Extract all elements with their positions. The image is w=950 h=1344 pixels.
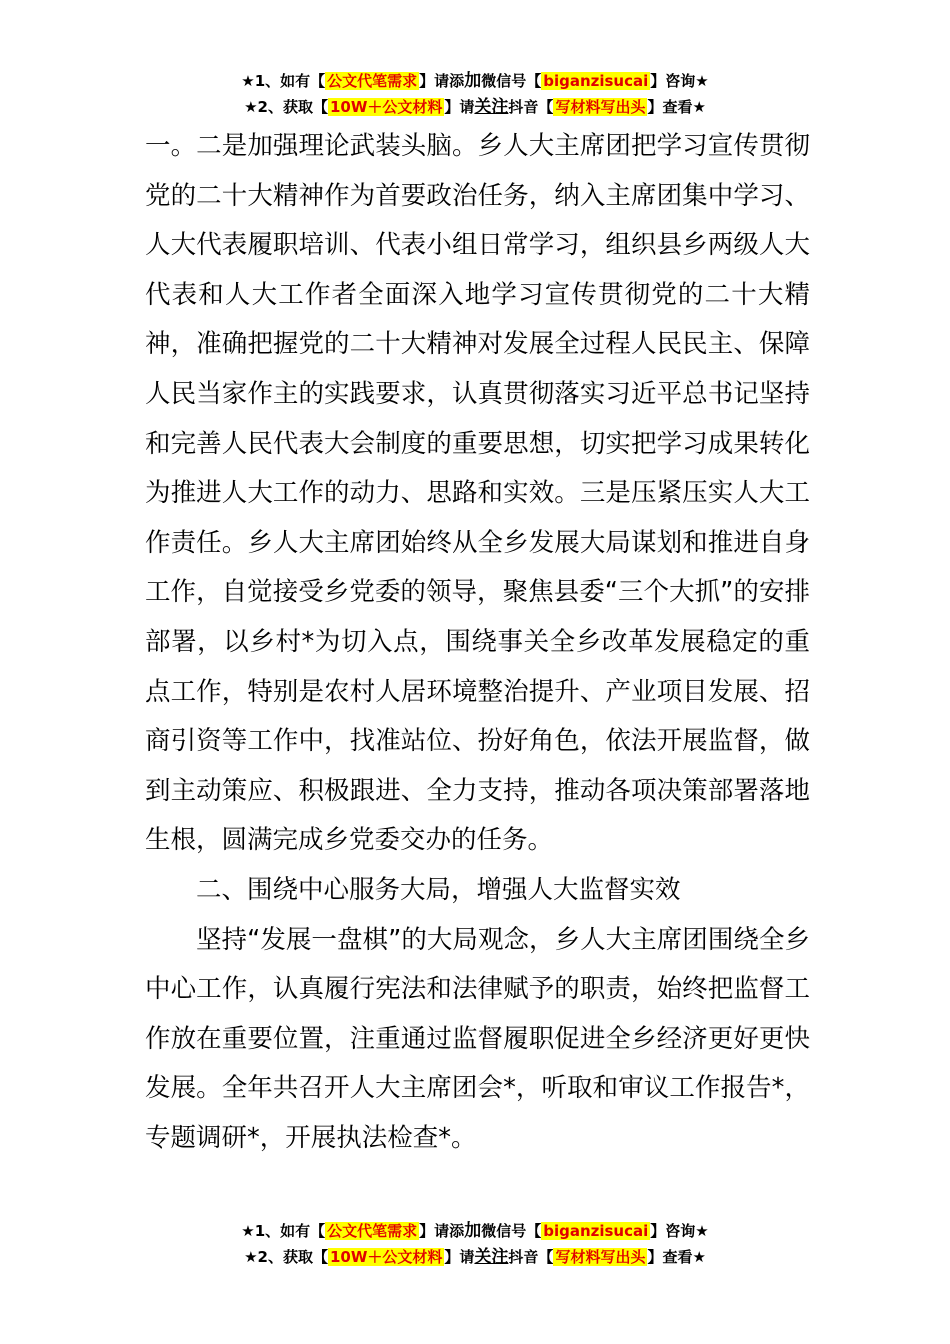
banner-text: 】请 bbox=[444, 98, 475, 116]
banner-douyin-id: 写材料写出头 bbox=[555, 1248, 646, 1266]
document-body bbox=[145, 122, 810, 1163]
banner-wechat-id: biganzisucai bbox=[543, 1222, 649, 1240]
banner-text: 】请添 bbox=[419, 1222, 465, 1240]
banner-text: 】请 bbox=[444, 1248, 475, 1266]
header-banner-line-2 bbox=[0, 94, 950, 120]
banner-wechat-id: biganzisucai bbox=[543, 72, 649, 90]
banner-emphasis: 关注 bbox=[474, 1247, 509, 1267]
header-banner bbox=[0, 68, 950, 120]
header-banner-line-1 bbox=[0, 68, 950, 94]
banner-text: ★2、获取【 bbox=[244, 1248, 328, 1266]
banner-emphasis: 关注 bbox=[474, 97, 509, 117]
banner-text: 抖音【 bbox=[508, 98, 554, 116]
body-paragraph: 一。二是加强理论武装头脑。乡人大主席团把学习宣传贯彻党的二十大精神作为首要政治任务，纳入主席团集中学习、人大代表履职培训、代表小组日常学习，组织县乡两级人大代表和人大工作者全面深入地学习宣传贯彻党的二十大精神，准确把握党的二十大精神对发展全过程人民民主、保障人民当家作主的实践要求，认真贯彻落实习近平总书记坚持和完善人民代表大会制度的重要思想，切实把学习成果转化为推进人大工作的动力、思路和实效。三是压紧压实人大工作责任。乡人大主席团始终从全乡发展大局谋划和推进自身工作，自觉接受乡党委的领导，聚焦县委“三个大抓”的安排部署，以乡村*为切入点，围绕事关全乡改革发展稳定的重点工作，特别是农村人居环境整治提升、产业项目发展、招商引资等工作中，找准站位、扮好角色，依法开展监督，做到主动策应、积极跟进、全力支持，推动各项决策部署落地生根，圆满完成乡党委交办的任务。 bbox=[145, 131, 810, 856]
banner-emphasis: 加 bbox=[464, 71, 482, 91]
banner-text: 微信号【 bbox=[481, 72, 542, 90]
banner-text: 】查看★ bbox=[647, 1248, 706, 1266]
banner-emphasis: 加 bbox=[464, 1221, 482, 1241]
banner-text: 】咨询★ bbox=[650, 1222, 709, 1240]
footer-banner bbox=[0, 1218, 950, 1270]
banner-highlight: 公文代笔需求 bbox=[327, 72, 418, 90]
banner-text: 抖音【 bbox=[508, 1248, 554, 1266]
banner-highlight: 公文代笔需求 bbox=[327, 1222, 418, 1240]
body-paragraph: 坚持“发展一盘棋”的大局观念，乡人大主席团围绕全乡中心工作，认真履行宪法和法律赋予的职责，始终把监督工作放在重要位置，注重通过监督履职促进全乡经济更好更快发展。全年共召开人大主席团会*，听取和审议工作报告*，专题调研*，开展执法检查*。 bbox=[145, 924, 810, 1153]
section-heading: 二、围绕中心服务大局，增强人大监督实效 bbox=[196, 874, 681, 905]
banner-highlight: 10W＋公文材料 bbox=[329, 98, 443, 116]
footer-banner-line-2 bbox=[0, 1244, 950, 1270]
banner-text: ★1、如有【 bbox=[241, 72, 326, 90]
banner-text: 】咨询★ bbox=[650, 72, 709, 90]
banner-highlight: 10W＋公文材料 bbox=[329, 1248, 443, 1266]
banner-douyin-id: 写材料写出头 bbox=[555, 98, 646, 116]
banner-text: 】查看★ bbox=[647, 98, 706, 116]
banner-text: 】请添 bbox=[419, 72, 465, 90]
banner-text: ★2、获取【 bbox=[244, 98, 328, 116]
footer-banner-line-1 bbox=[0, 1218, 950, 1244]
banner-text: ★1、如有【 bbox=[241, 1222, 326, 1240]
banner-text: 微信号【 bbox=[481, 1222, 542, 1240]
